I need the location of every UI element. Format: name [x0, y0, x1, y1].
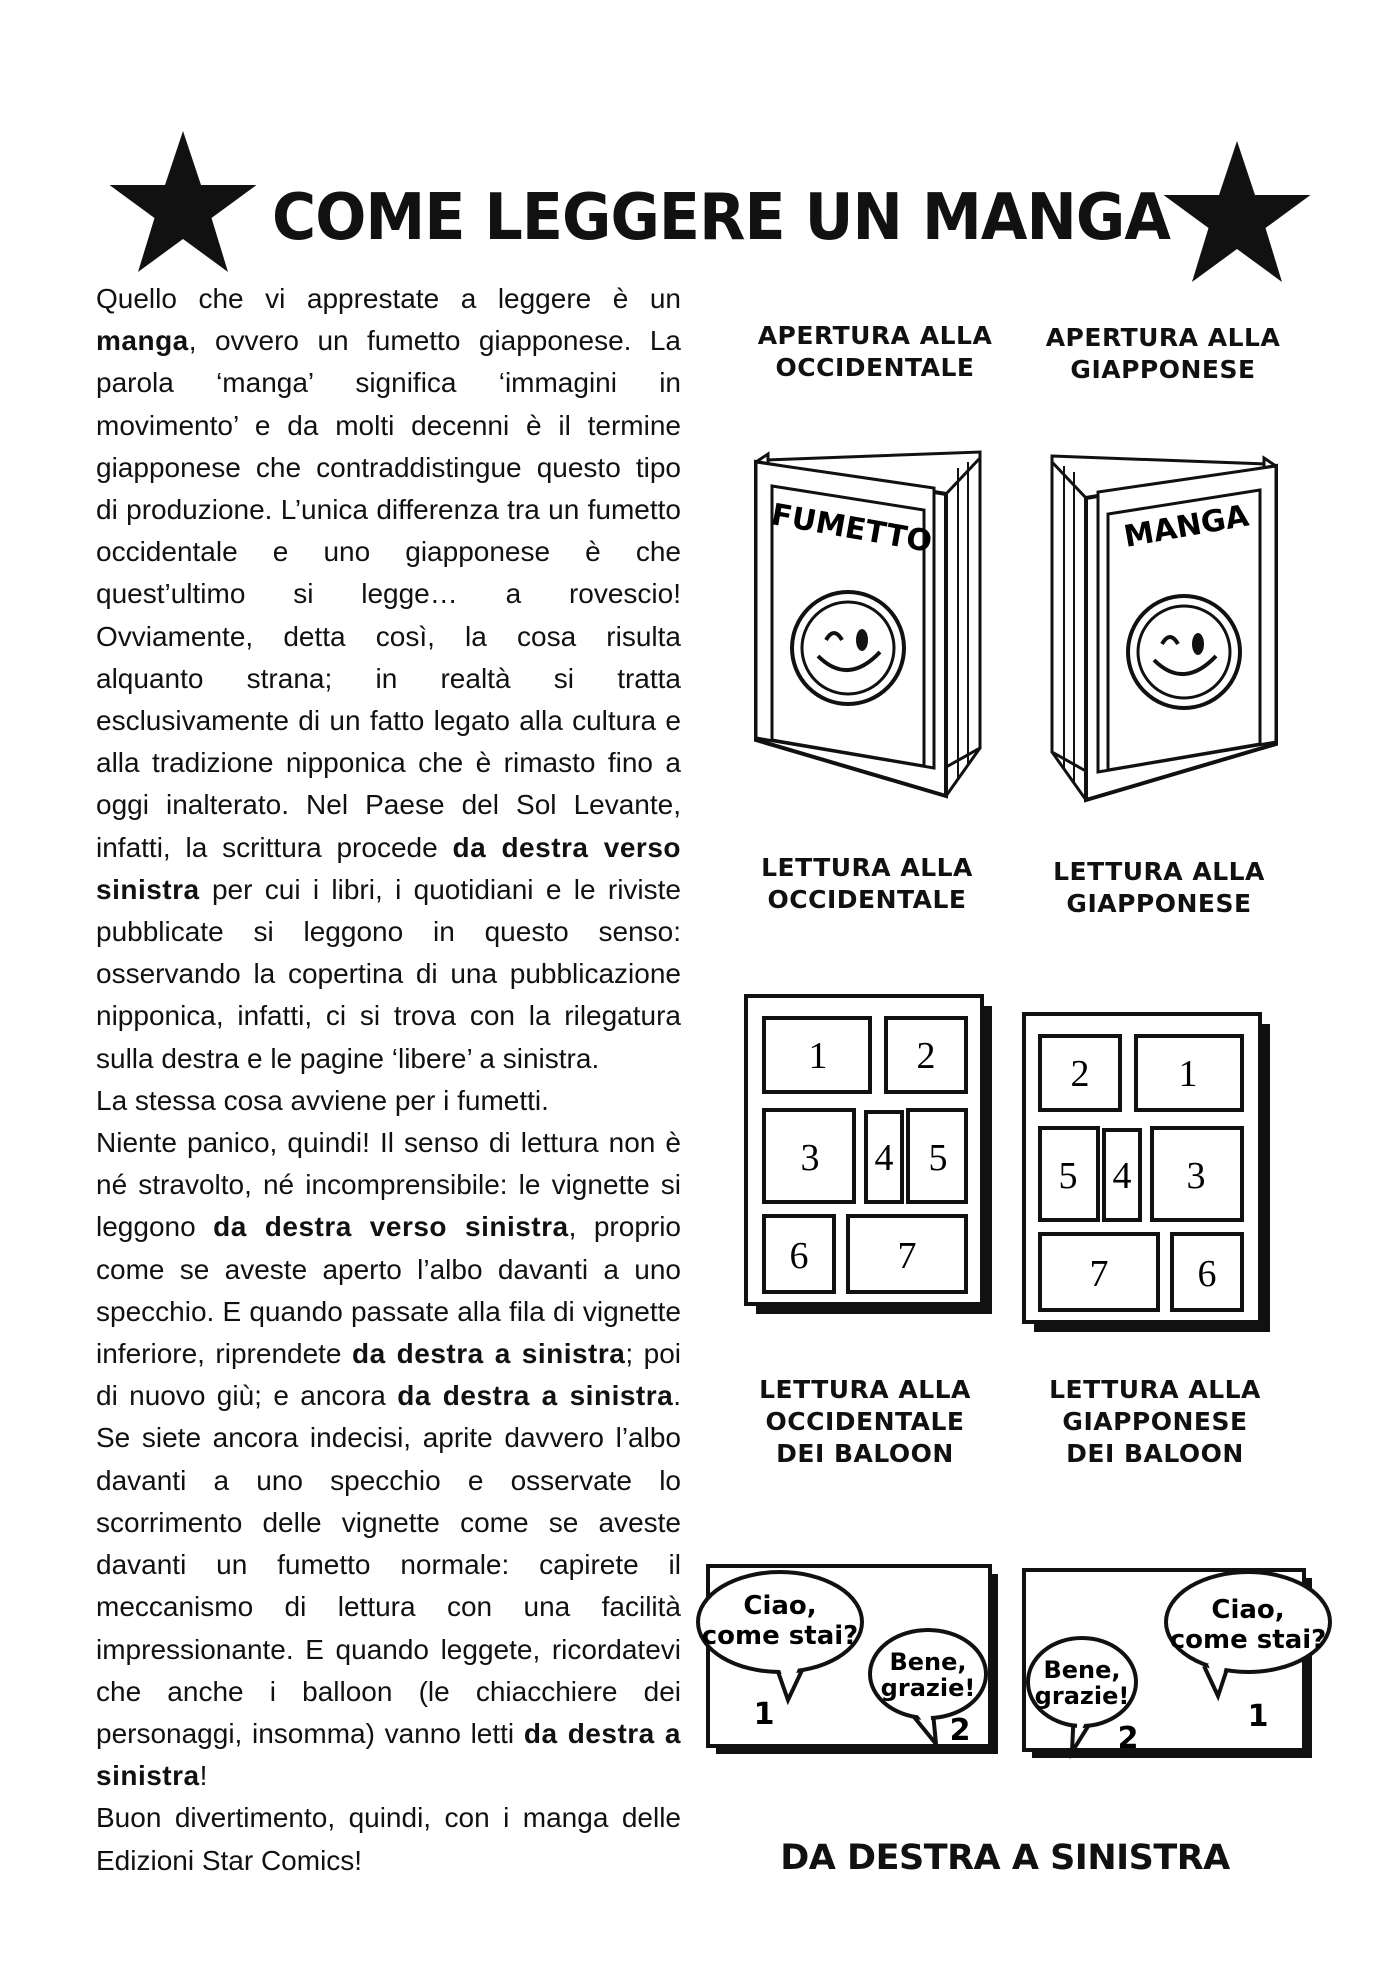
article-paragraph — [96, 1122, 681, 1797]
label-line: APERTURA ALLA — [1045, 323, 1281, 352]
label-line: OCCIDENTALE — [775, 353, 975, 382]
body-text: , proprio come se aveste aperto l’albo davanti a uno specchio. E quando passate alla fila di vignette inferiore, riprendete — [96, 1211, 682, 1370]
label-baloon-giapponese — [1020, 1374, 1290, 1470]
article-paragraph — [96, 1080, 681, 1122]
label-lettura-occidentale — [732, 852, 1002, 916]
label-line: OCCIDENTALE — [765, 1407, 965, 1436]
label-line: DEI BALOON — [1066, 1439, 1244, 1468]
label-line: GIAPPONESE — [1070, 355, 1256, 384]
article-paragraph — [96, 278, 681, 1080]
panel-number: 2 — [916, 1035, 936, 1077]
balloon-text: grazie! — [880, 1674, 976, 1702]
panel-number: 5 — [928, 1137, 948, 1179]
label-line: GIAPPONESE — [1062, 1407, 1248, 1436]
western-panel-layout — [744, 994, 994, 1318]
article-text — [96, 278, 681, 1882]
reading-order-number: 1 — [753, 1697, 775, 1732]
panel-number: 6 — [1197, 1253, 1217, 1295]
body-text: Niente panico, quindi! Il senso di lettura non è né stravolto, né incomprensibile: le vignette si leggono — [96, 1127, 681, 1243]
body-text: ; poi di nuovo giù; e ancora — [96, 1338, 681, 1412]
panel-number: 2 — [1070, 1053, 1090, 1095]
emphasis-text: da destra a sinistra — [352, 1338, 626, 1370]
panel-number: 4 — [874, 1137, 894, 1179]
label-line: LETTURA ALLA — [1053, 857, 1265, 886]
label-line: LETTURA ALLA — [759, 1375, 971, 1404]
emphasis-text: da destra verso sinistra — [213, 1211, 569, 1243]
panel-number: 5 — [1058, 1155, 1078, 1197]
body-text: La stessa cosa avviene per i fumetti. — [96, 1084, 549, 1116]
panel-number: 3 — [1186, 1155, 1206, 1197]
western-balloon-panel — [696, 1562, 1006, 1762]
label-line: GIAPPONESE — [1066, 889, 1252, 918]
panel-number: 1 — [808, 1035, 828, 1077]
body-text: , ovvero un fumetto giapponese. La parola ‘manga’ significa ‘immagini in movimento’ e da molti decenni è il termine giapponese che contraddistingue questo tipo di produzione. L’unica differenza tra un fumetto occidentale e uno giapponese è che quest’ultimo si legge… a rovescio! Ovviamente, detta così, la cosa risulta alquanto strana; in realtà si tratta esclusivamente di un fatto legato alla cultura e alla tradizione nipponica che è rimasto fino a oggi inalterato. Nel Paese del Sol Levante, infatti, la scrittura procede — [96, 325, 681, 863]
body-text: Buon divertimento, quindi, con i manga delle Edizioni Star Comics! — [96, 1802, 681, 1876]
balloon-text: Bene, — [1043, 1656, 1121, 1684]
japanese-book-illustration — [1044, 452, 1284, 812]
title-row — [100, 120, 1320, 290]
page-title: COME LEGGERE UN MANGA — [272, 181, 1170, 255]
japanese-balloon-panel — [1022, 1566, 1334, 1766]
label-line: OCCIDENTALE — [767, 885, 967, 914]
balloon-text: come stai? — [1169, 1625, 1327, 1655]
panel-number: 4 — [1112, 1155, 1132, 1197]
reading-order-number: 2 — [1117, 1721, 1139, 1756]
body-text: Quello che vi apprestate a leggere è un — [96, 283, 681, 314]
reading-order-number: 1 — [1247, 1699, 1269, 1734]
article-paragraph — [96, 1797, 681, 1881]
panel-number: 7 — [1089, 1253, 1109, 1295]
star-icon — [1162, 138, 1312, 288]
body-text: ! — [199, 1760, 208, 1792]
japanese-panel-layout — [1022, 1012, 1272, 1336]
body-text: per cui i libri, i quotidiani e le riviste pubblicate si leggono in questo senso: osservando la copertina di una pubblicazione nipponica, infatti, ci si trova con la rilegatura sulla destra e le pagine ‘libere’ a sinistra. — [96, 873, 681, 1074]
label-line: LETTURA ALLA — [761, 853, 973, 882]
emphasis-text: manga — [96, 325, 189, 357]
book-cover-title: MANGA — [1121, 498, 1252, 555]
western-book-illustration — [748, 448, 988, 808]
panel-number: 6 — [789, 1235, 809, 1277]
panel-number: 3 — [800, 1137, 820, 1179]
label-baloon-occidentale — [730, 1374, 1000, 1470]
balloon-text: Bene, — [889, 1648, 967, 1676]
star-icon — [108, 128, 258, 278]
label-line: LETTURA ALLA — [1049, 1375, 1261, 1404]
balloon-text: Ciao, — [743, 1591, 817, 1621]
label-line: DEI BALOON — [776, 1439, 954, 1468]
balloon-text: Ciao, — [1211, 1595, 1285, 1625]
label-apertura-occidentale — [740, 320, 1010, 384]
emphasis-text: da destra verso sinistra — [96, 831, 682, 905]
footer-label: DA DESTRA A SINISTRA — [780, 1838, 1230, 1878]
panel-number: 1 — [1178, 1053, 1198, 1095]
book-cover-title: FUMETTO — [768, 497, 935, 560]
emphasis-text: da destra a sinistra — [96, 1717, 681, 1792]
panel-number: 7 — [897, 1235, 917, 1277]
reading-order-number: 2 — [949, 1713, 971, 1748]
label-lettura-giapponese — [1024, 856, 1294, 920]
label-apertura-giapponese — [1028, 322, 1298, 386]
balloon-text: come stai? — [701, 1621, 859, 1651]
emphasis-text: da destra a sinistra — [397, 1380, 674, 1412]
label-line: APERTURA ALLA — [757, 321, 993, 350]
body-text: . Se siete ancora indecisi, aprite davvero l’albo davanti a uno specchio e osservate lo scorrimento delle vignette come se aveste davanti un fumetto normale: capirete il meccanismo di lettura con una facilità impressionante. E quando leggete, ricordatevi che anche i balloon (le chiacchiere dei personaggi, insomma) vanno letti — [96, 1380, 681, 1749]
balloon-text: grazie! — [1034, 1682, 1130, 1710]
